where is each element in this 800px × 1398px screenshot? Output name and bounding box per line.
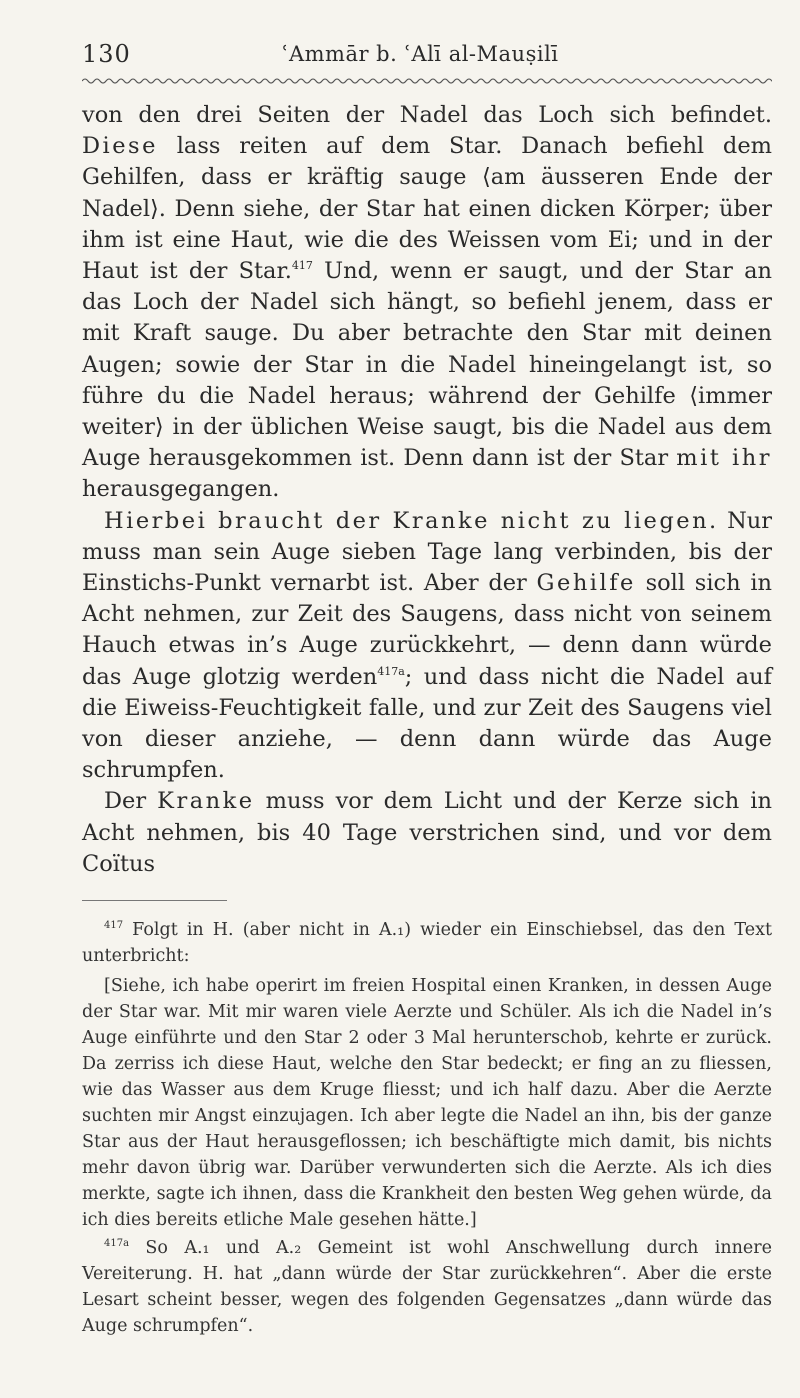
footnotes	[82, 917, 772, 1339]
paragraph-2: Hierbei braucht der Kranke nicht zu liegen. Nur muss man sein Auge sieben Tage lang verbinden, bis der Einstichs-Punkt vernarbt ist. Aber der Gehilfe soll sich in Acht nehmen, zur Zeit des Saugens, dass nicht von seinem Hauch etwas in’s Auge zurückkehrt, — denn dann würde das Auge glotzig werden$^{417a}$; und dass nicht die Nadel auf die Eiweiss-Feuchtigkeit falle, und zur Zeit des Saugens viel von dieser anziehe, — denn dann würde das Auge schrumpfen.	[82, 507, 773, 784]
page-header	[82, 38, 772, 74]
footnote-417a: $^{417a}$ So A.₁ und A.₂ Gemeint ist wohl Anschwellung durch innere Vereiterung. H. hat „dann würde der Star zurückkehren“. Aber die erste Lesart scheint besser, wegen des folgenden Gegensatzes „dann würde das Auge schrumpfen“.	[82, 1238, 772, 1337]
running-title: ʿAmmār b. ʿAlī al-Mauṣilī	[282, 42, 559, 66]
footnote-ref-417a: 417a	[377, 664, 405, 678]
spaced-word: Diese	[82, 133, 158, 160]
paragraph-1: von den drei Seiten der Nadel das Loch sich befindet. Diese lass reiten auf dem Star. Danach befiehl dem Gehilfen, dass er kräftig sauge ⟨am äusseren Ende der Nadel⟩. Denn siehe, der Star hat einen dicken Körper; über ihm ist eine Haut, wie die des Weissen vom Ei; und in der Haut ist der Star.$^{417}$ Und, wenn er saugt, und der Star an das Loch der Nadel sich hängt, so befiehl jenem, dass er mit Kraft sauge. Du aber betrachte den Star mit deinen Augen; sowie der Star in die Nadel hineingelangt ist, so führe du die Nadel heraus; während der Gehilfe ⟨immer weiter⟩ in der üblichen Weise saugt, bis die Nadel aus dem Auge herausgekommen ist. Denn dann ist der Star mit ihr herausgegangen.	[82, 102, 773, 503]
footnote-separator	[82, 900, 227, 901]
footnote-ref-417: 417	[291, 259, 313, 273]
book-page	[82, 38, 772, 1339]
footnote-mark-417: 417	[104, 920, 124, 932]
main-text	[82, 100, 772, 880]
spaced-word: mit ihr	[676, 445, 772, 472]
spaced-phrase: Hierbei braucht der Kranke nicht zu liegen.	[104, 507, 719, 534]
footnote-417: $^{417}$ Folgt in H. (aber nicht in A.₁) wieder ein Einschiebsel, das den Text unterbricht:	[82, 920, 772, 967]
wavy-ornament-rule	[82, 76, 772, 86]
footnote-417-insertion: [Siehe, ich habe operirt im freien Hospital einen Kranken, in dessen Auge der Star war. Mit mir waren viele Aerzte und Schüler. Als ich die Nadel in’s Auge einführte und den Star 2 oder 3 Mal herunterschob, kehrte er zurück. Da zerriss ich diese Haut, welche den Star bedeckt; er fing an zu fliessen, wie das Wasser aus dem Kruge fliesst; und ich half dazu. Aber die Aerzte suchten mir Angst einzujagen. Ich aber legte die Nadel an ihn, bis der ganze Star aus der Haut herausgeflossen; ich beschäftigte mich damit, bis nichts mehr davon übrig war. Darüber verwunderten sich die Aerzte. Als ich dies merkte, sagte ich ihnen, dass die Krankheit den besten Weg gehen würde, da ich dies bereits etliche Male gesehen hätte.]	[82, 976, 772, 1231]
paragraph-3: Der Kranke muss vor dem Licht und der Kerze sich in Acht nehmen, bis 40 Tage verstrichen sind, und vor dem Coïtus	[82, 788, 772, 877]
spaced-word: Gehilfe	[536, 570, 636, 597]
page-number: 130	[82, 40, 131, 68]
footnote-mark-417a: 417a	[104, 1238, 130, 1250]
spaced-word: Kranke	[157, 788, 255, 815]
